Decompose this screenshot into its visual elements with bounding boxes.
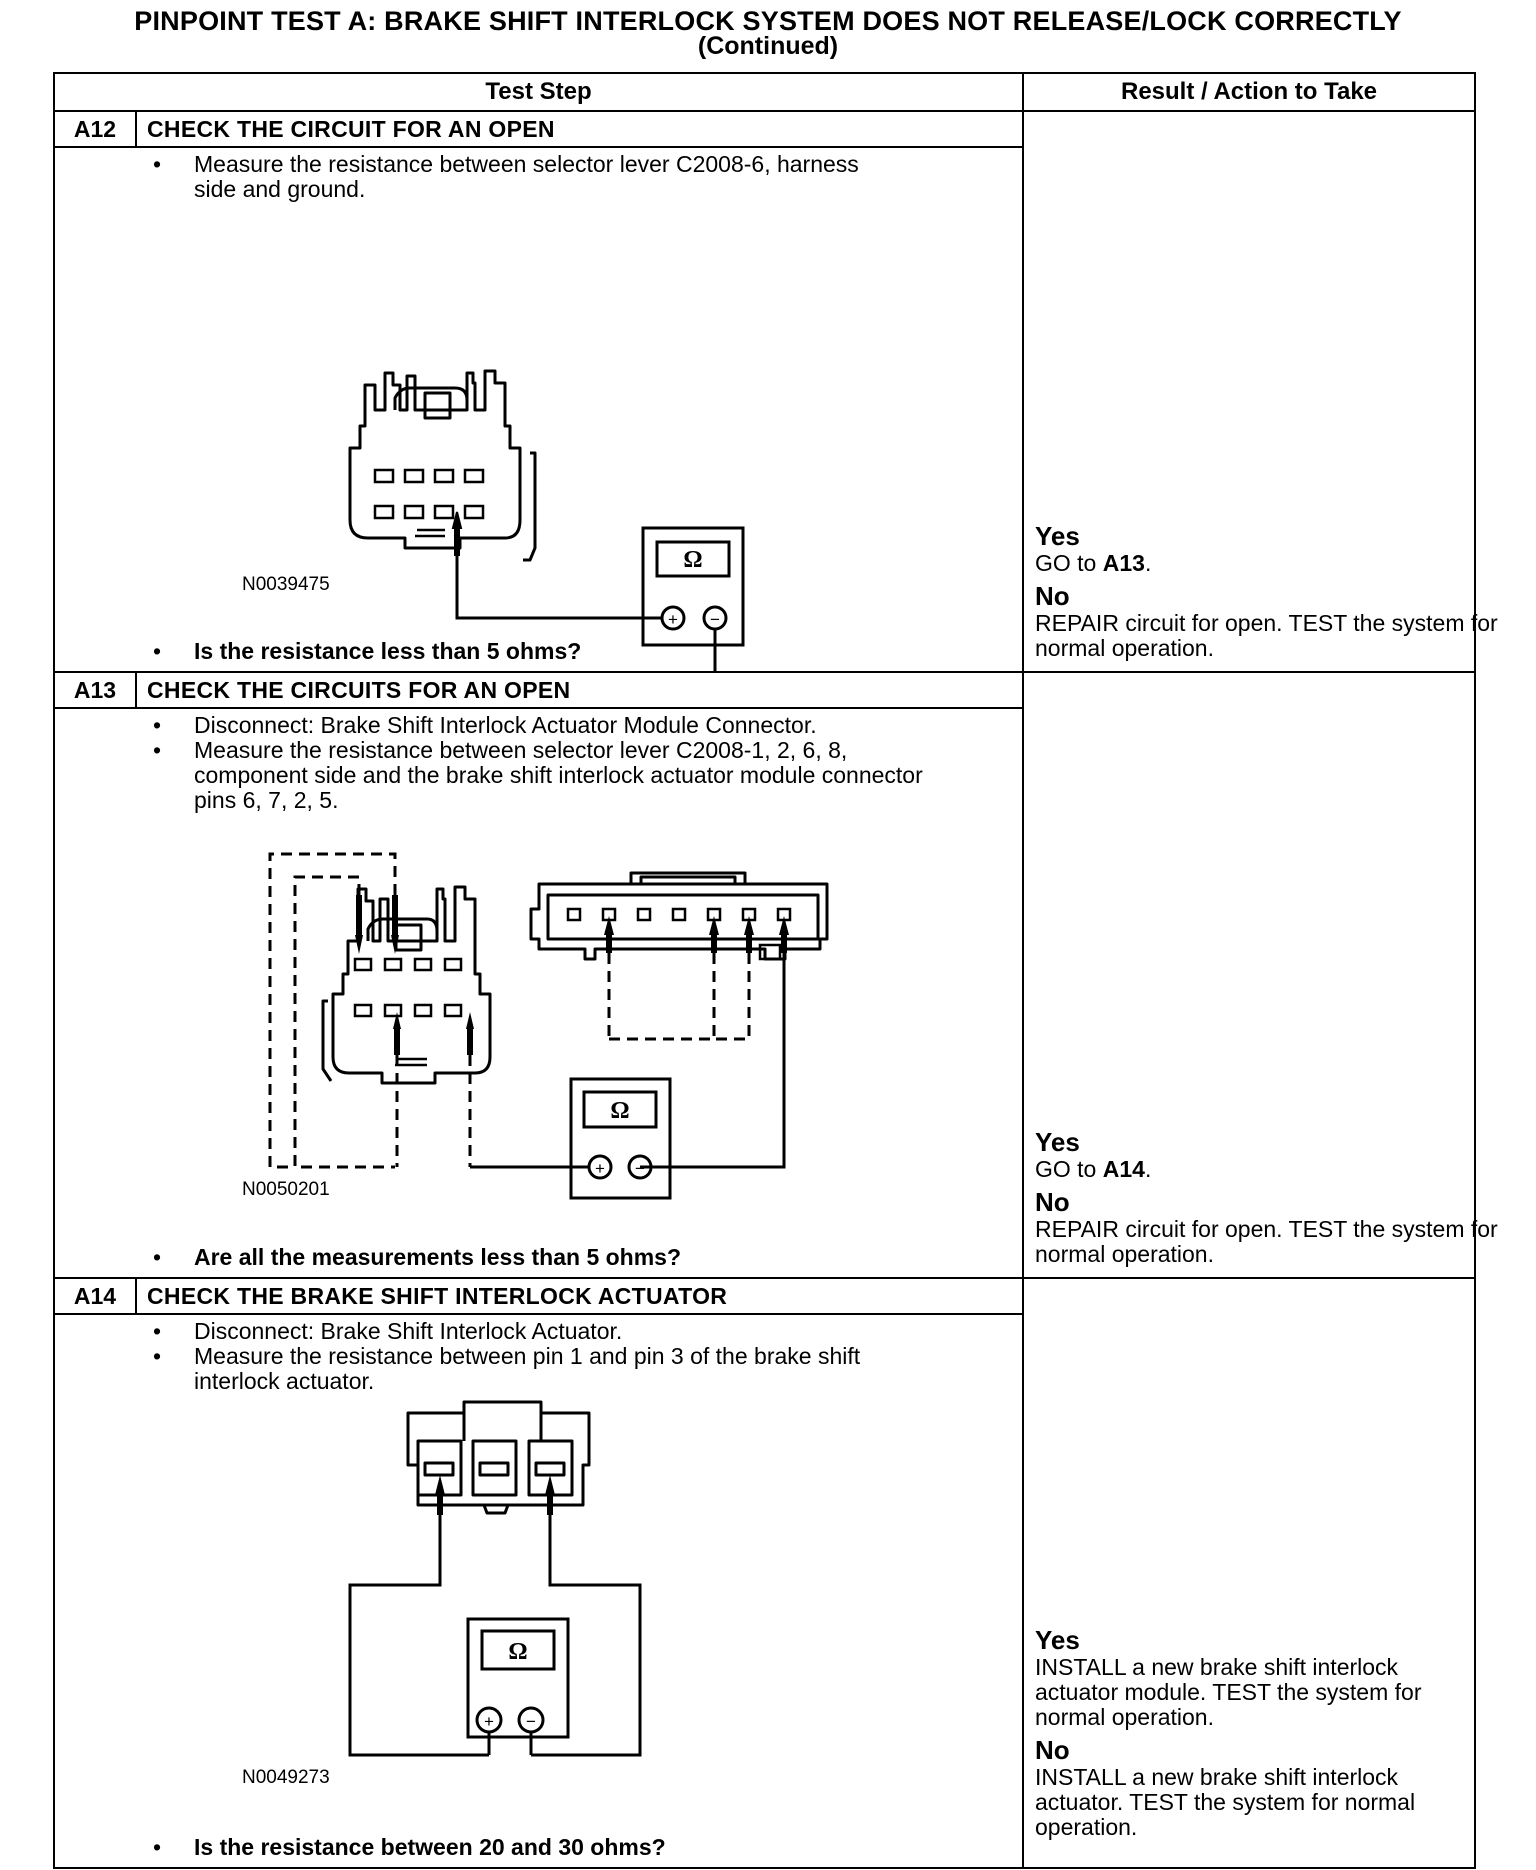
selector-lever-connector	[323, 887, 490, 1083]
minus-terminal: −	[635, 1159, 645, 1178]
ohm-symbol: Ω	[683, 547, 703, 573]
plus-terminal: +	[484, 1712, 494, 1731]
step-a14-body	[54, 1314, 1023, 1868]
step-id: A13	[54, 672, 136, 708]
step-question: • Are all the measurements less than 5 ohms?	[153, 1244, 681, 1271]
plus-terminal: +	[668, 610, 678, 629]
ohmmeter	[468, 1619, 568, 1737]
step-a13-result-cell	[1023, 672, 1498, 1278]
table-header-row	[54, 73, 1475, 111]
step-title: CHECK THE CIRCUITS FOR AN OPEN	[136, 672, 1023, 708]
result-block	[1035, 522, 1535, 661]
step-link[interactable]: A13	[1102, 550, 1145, 576]
header-test-step: Test Step	[54, 73, 1023, 111]
no-label: No	[1035, 1735, 1070, 1765]
result-block	[1035, 1626, 1465, 1840]
ohmmeter	[643, 528, 743, 645]
result-block	[1035, 1128, 1535, 1267]
step-a13-bullets	[153, 713, 964, 813]
no-label: No	[1035, 1187, 1070, 1217]
header-result-action: Result / Action to Take	[1023, 73, 1475, 111]
ohm-symbol: Ω	[610, 1098, 630, 1124]
page-title: PINPOINT TEST A: BRAKE SHIFT INTERLOCK SYSTEM DOES NOT RELEASE/LOCK CORRECTLY	[134, 6, 1402, 36]
ohm-symbol: Ω	[508, 1639, 528, 1665]
step-title: CHECK THE CIRCUIT FOR AN OPEN	[136, 111, 1023, 147]
yes-label: Yes	[1035, 1625, 1080, 1655]
bullet-item: • Measure the resistance between pin 1 and pin 3 of the brake shift interlock actuator.	[153, 1344, 914, 1394]
no-action: REPAIR circuit for open. TEST the system for normal operation.	[1035, 1216, 1498, 1267]
step-a12-result-cell	[1023, 111, 1498, 672]
step-question: • Is the resistance between 20 and 30 ohms?	[153, 1834, 666, 1861]
step-a14-bullets	[153, 1319, 914, 1394]
step-a13-body	[54, 708, 1023, 1278]
step-a14-title-row	[54, 1278, 1475, 1314]
no-label: No	[1035, 581, 1070, 611]
a12-connector-diagram	[55, 148, 1024, 671]
yes-action: GO to A14.	[1035, 1156, 1152, 1182]
step-a14-result-cell	[1023, 1278, 1475, 1868]
selector-lever-connector	[350, 371, 520, 548]
a14-actuator-diagram	[55, 1315, 1024, 1867]
step-link[interactable]: A14	[1102, 1156, 1145, 1182]
step-title: CHECK THE BRAKE SHIFT INTERLOCK ACTUATOR	[136, 1278, 1023, 1314]
figure-ref: N0039475	[242, 574, 330, 595]
ground-symbol	[703, 629, 727, 671]
no-action: REPAIR circuit for open. TEST the system for normal operation.	[1035, 610, 1498, 661]
interlock-actuator-connector	[408, 1402, 589, 1513]
no-action: INSTALL a new brake shift interlock actuator. TEST the system for normal operation.	[1035, 1764, 1416, 1840]
yes-action: INSTALL a new brake shift interlock actuator module. TEST the system for normal operation.	[1035, 1654, 1422, 1730]
bullet-item: • Measure the resistance between selector lever C2008-1, 2, 6, 8, component side and the brake shift interlock actuator module connector pins 6, 7, 2, 5.	[153, 738, 964, 813]
step-a12-body	[54, 147, 1023, 672]
plus-terminal: +	[595, 1159, 605, 1178]
figure-ref: N0050201	[242, 1179, 330, 1200]
ohmmeter	[571, 1079, 670, 1198]
minus-terminal: −	[526, 1712, 536, 1731]
figure-ref: N0049273	[242, 1767, 330, 1788]
step-a12-title-row	[54, 111, 1475, 147]
bullet-item: • Measure the resistance between selector lever C2008-6, harness side and ground.	[153, 152, 884, 202]
page-subtitle: (Continued)	[697, 32, 839, 60]
step-id: A12	[54, 111, 136, 147]
yes-action: GO to A13.	[1035, 550, 1152, 576]
step-a13-title-row	[54, 672, 1475, 708]
pinpoint-test-table	[53, 72, 1498, 1869]
step-a12-bullets	[153, 152, 884, 202]
step-question: • Is the resistance less than 5 ohms?	[153, 638, 581, 665]
step-id: A14	[54, 1278, 136, 1314]
bullet-item: • Disconnect: Brake Shift Interlock Actuator Module Connector.	[153, 713, 914, 738]
bullet-item: • Disconnect: Brake Shift Interlock Actuator.	[153, 1319, 914, 1344]
yes-label: Yes	[1035, 1127, 1080, 1157]
yes-label: Yes	[1035, 521, 1080, 551]
minus-terminal: −	[710, 610, 720, 629]
